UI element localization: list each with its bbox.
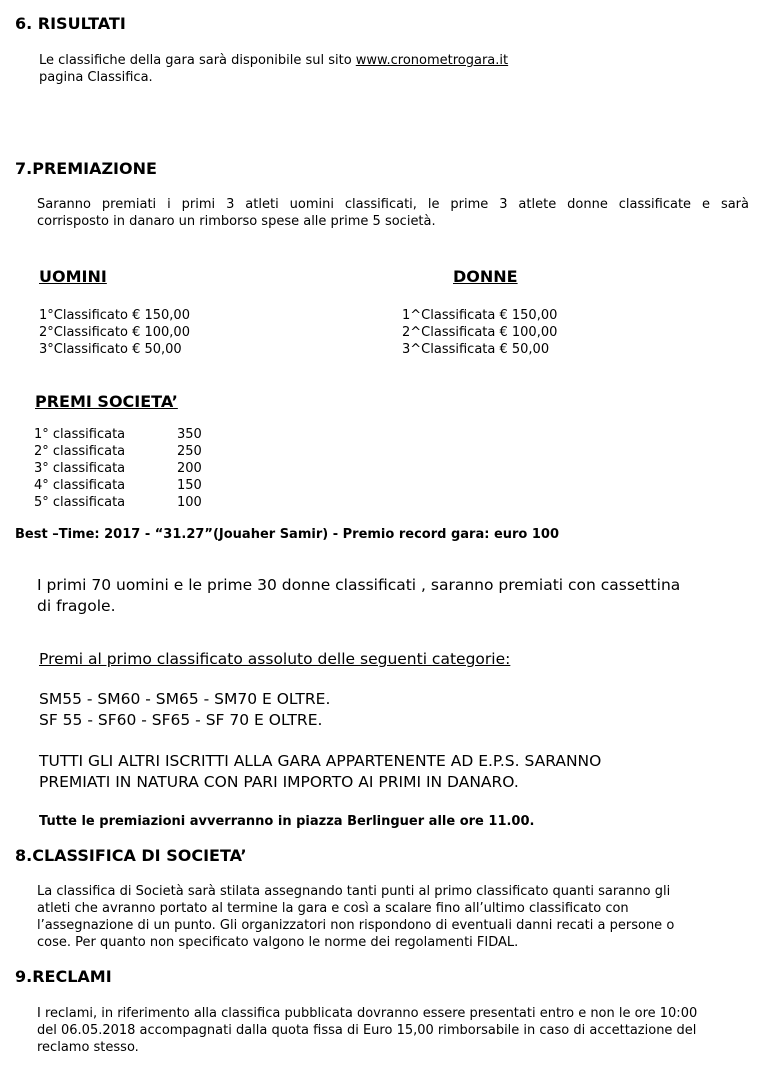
club-prize-value: 250 [177,444,202,459]
strawberries-text [37,575,680,617]
club-prize-label: 5° classificata [34,495,126,510]
categories-heading: Premi al primo classificato assoluto delle seguenti categorie: [39,650,511,668]
complaints-line: del 06.05.2018 accompagnati dalla quota fissa di Euro 15,00 rimborsabile in caso di accettazione del [37,1023,697,1038]
eps-notice [39,751,601,793]
best-time-record: Best –Time: 2017 - “31.27”(Jouaher Samir) - Premio record gara: euro 100 [15,527,560,542]
categories-list [39,689,330,731]
club-ranking-line: l’assegnazione di un punto. Gli organizzatori non rispondono di eventuali danni recati a persone o [37,918,675,933]
complaints-line: reclamo stesso. [37,1040,139,1055]
results-text-line1: Le classifiche della gara sarà disponibile sul sito [39,53,356,68]
awards-intro [37,196,749,230]
awards-intro-line2: corrisposto in danaro un rimborso spese alle prime 5 società. [37,214,436,229]
complaints-text [37,1005,697,1056]
awards-location: Tutte le premiazioni avverranno in piazza Berlinguer alle ore 11.00. [39,814,535,829]
club-ranking-line: cose. Per quanto non specificato valgono le norme dei regolamenti FIDAL. [37,935,519,950]
men-prize-item: 3°Classificato € 50,00 [39,342,182,357]
club-prizes-labels [34,426,125,511]
section-9-heading: 9.RECLAMI [15,967,112,986]
women-prize-item: 2^Classificata € 100,00 [402,325,558,340]
women-categories: SF 55 - SF60 - SF65 - SF 70 E OLTRE. [39,711,323,729]
club-prize-value: 100 [177,495,202,510]
women-prize-item: 1^Classificata € 150,00 [402,308,558,323]
eps-notice-line1: TUTTI GLI ALTRI ISCRITTI ALLA GARA APPARTENENTE AD E.P.S. SARANNO [39,752,602,770]
club-prize-label: 4° classificata [34,478,126,493]
strawberries-line1: I primi 70 uomini e le prime 30 donne classificati , saranno premiati con cassettina [37,576,681,594]
section-8-heading: 8.CLASSIFICA DI SOCIETA’ [15,846,247,865]
women-prizes [402,307,557,358]
club-ranking-text [37,883,674,951]
club-prize-value: 350 [177,427,202,442]
men-heading: UOMINI [39,267,107,286]
men-prizes [39,307,190,358]
men-prize-item: 2°Classificato € 100,00 [39,325,190,340]
men-categories: SM55 - SM60 - SM65 - SM70 E OLTRE. [39,690,331,708]
section-7-heading: 7.PREMIAZIONE [15,159,157,178]
section-6-heading: 6. RISULTATI [15,14,126,33]
awards-intro-line1: Saranno premiati i primi 3 atleti uomini classificati, le prime 3 atlete donne classificate e sarà [37,197,749,212]
women-prize-item: 3^Classificata € 50,00 [402,342,550,357]
eps-notice-line2: PREMIATI IN NATURA CON PARI IMPORTO AI PRIMI IN DANARO. [39,773,519,791]
club-ranking-line: La classifica di Società sarà stilata assegnando tanti punti al primo classificato quanti saranno gli [37,884,671,899]
women-heading: DONNE [453,267,518,286]
complaints-line: I reclami, in riferimento alla classifica pubblicata dovranno essere presentati entro e non le ore 10:00 [37,1006,698,1021]
strawberries-line2: di fragole. [37,597,116,615]
results-text [39,52,508,86]
cronometrogara-link[interactable]: www.cronometrogara.it [355,53,509,68]
club-prize-label: 2° classificata [34,444,126,459]
club-prizes-values [177,426,202,511]
club-prizes-heading: PREMI SOCIETA’ [35,392,178,411]
results-text-line2: pagina Classifica. [39,70,153,85]
club-prize-label: 3° classificata [34,461,126,476]
club-prize-value: 150 [177,478,202,493]
club-ranking-line: atleti che avranno portato al termine la gara e così a scalare fino all’ultimo classificato con [37,901,629,916]
men-prize-item: 1°Classificato € 150,00 [39,308,190,323]
club-prize-label: 1° classificata [34,427,126,442]
club-prize-value: 200 [177,461,202,476]
